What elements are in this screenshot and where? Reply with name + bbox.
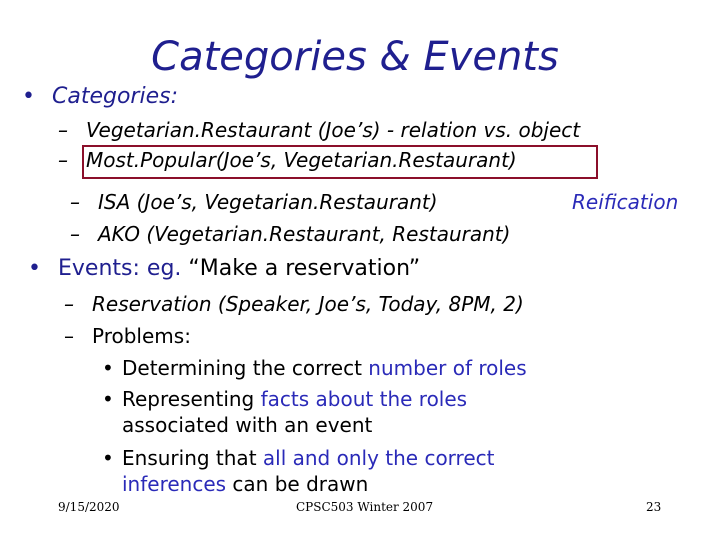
events-bullet [28,256,420,281]
category-item-2: – Most.Popular(Joe’s, Vegetarian.Restaurant) [58,148,517,172]
event-item-1: – Reservation (Speaker, Joe’s, Today, 8PM, 2) [64,292,524,316]
events-label: Events: [58,256,140,281]
footer-course: CPSC503 Winter 2007 [296,500,434,514]
event-item-2: – Problems: [64,324,191,348]
problem-1: • Determining the correct number of roles [102,356,527,380]
problem-2-cont: associated with an event [122,413,373,437]
categories-bullet [22,84,178,109]
problem-3-cont: inferences can be drawn [122,472,369,496]
eg-label: eg. [146,256,182,281]
slide-title: Categories & Events [151,34,559,80]
category-item-1: – Vegetarian.Restaurant (Joe’s) - relation vs. object [58,118,581,142]
highlight-box [82,145,598,179]
bullet-dot: • [28,256,41,281]
category-item-3: – ISA (Joe’s, Vegetarian.Restaurant) [70,190,438,214]
problem-2: • Representing facts about the roles [102,387,468,411]
problem-3: • Ensuring that all and only the correct [102,446,495,470]
footer-date: 9/15/2020 [58,500,120,514]
reification-label: Reification [572,190,679,214]
categories-label: Categories: [52,84,178,109]
footer-page-number: 23 [646,500,662,514]
category-item-4: – AKO (Vegetarian.Restaurant, Restaurant) [70,222,511,246]
bullet-dot: • [22,84,35,109]
events-example: “Make a reservation” [188,256,421,281]
